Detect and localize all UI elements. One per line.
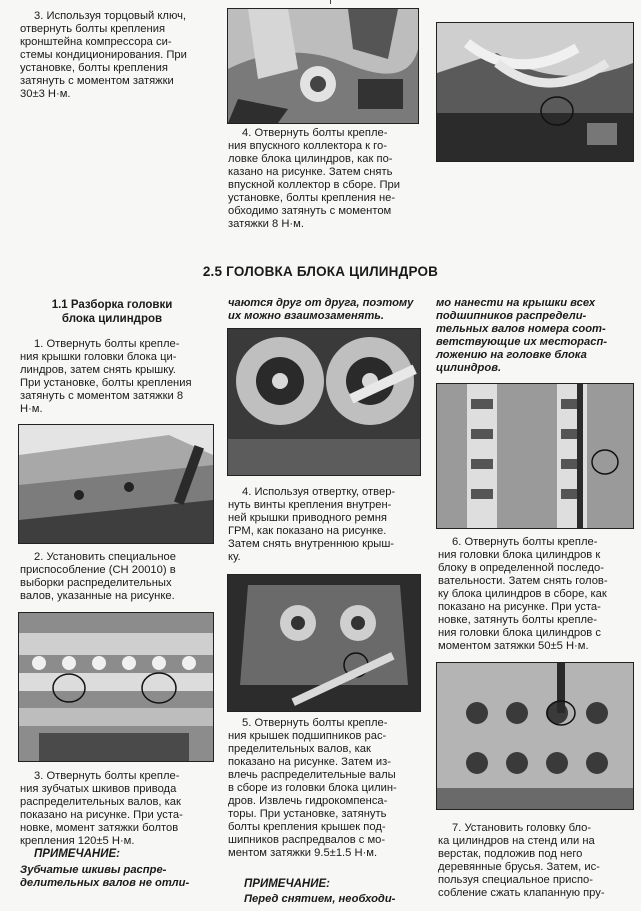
column-2-continuation: чаются друг от друга, поэтому их можно взаимозаменять. [228, 297, 414, 322]
step-7-text: 7. Установить головку бло- ка цилиндров на стенд или на верстак, подложив под него деревянные брусья. Затем, ис- пользуя специальное приспо- собление сжать клапанную пру- [438, 822, 605, 899]
step-3-text: 3. Отвернуть болты крепле- ния зубчатых шкивов привода распределительных валов, как показано на рисунке. При уста- новке, момент затяжки болтов крепления 120±5 Н·м. [20, 770, 183, 847]
subsection-title: 1.1 Разборка головки блока цилиндров [51, 299, 173, 325]
step-4-text: 4. Используя отвертку, отвер- нуть винты крепления внутрен- ней крышки приводного ремня ГРМ, как показано на рисунке. Затем снять внутреннюю крыш- ку. [228, 486, 396, 563]
step-2-text: 2. Установить специальное приспособление (CH 20010) в выборки распределительных валов, указанные на рисунке. [20, 551, 176, 602]
note-label-2: ПРИМЕЧАНИЕ: [244, 878, 330, 890]
note-1-text: Зубчатые шкивы распре- делительных валов не отли- [20, 864, 190, 889]
section-title: 2.5 ГОЛОВКА БЛОКА ЦИЛИНДРОВ [202, 264, 439, 279]
note-label-1: ПРИМЕЧАНИЕ: [34, 848, 120, 860]
photo-cylinder-head-cover [18, 424, 214, 544]
note-2-text: Перед снятием, необходи- [244, 893, 396, 905]
column-3-continuation: мо нанести на крышки всех подшипников распредели- тельных валов номера соот- ветствующие их месторасп- ложению на головке блока цилиндров. [436, 297, 608, 374]
top-rule [330, 0, 331, 4]
step-1-text: 1. Отвернуть болты крепле- ния крышки головки блока ци- линдров, затем снять крышку. При установке, болты крепления затянуть с моментом затяжки 8 Н·м. [20, 338, 192, 415]
photo-cylinder-head-removal [436, 662, 634, 810]
photo-timing-pulleys [227, 328, 421, 476]
photo-camshaft-caps [436, 383, 634, 529]
photo-inner-timing-cover [227, 574, 421, 712]
photo-intake-manifold [227, 8, 419, 124]
photo-compressor-bracket [436, 22, 634, 162]
step-3-top-text: 3. Используя торцовый ключ, отвернуть болты крепления кронштейна компрессора си- стемы кондиционирования. При установке, болты крепления затянуть с моментом затяжки 30±3 Н·м. [20, 10, 187, 100]
step-4-top-text: 4. Отвернуть болты крепле- ния впускного коллектора к го- ловке блока цилиндров, как по- казано на рисунке. Затем снять впускной коллектор в сборе. При установке, болты крепления не- обходимо затянуть с моментом затяжки 8 Н·м. [228, 127, 401, 230]
step-5-text: 5. Отвернуть болты крепле- ния крышек подшипников рас- пределительных валов, как показано на рисунке. Затем из- влечь распределительные валы в сборе из головки блока цилин- дров. Извлечь гидрокомпенса- торы. При установке, затянуть болты крепления крышек под- шипников распредвалов с мо- ментом затяжки 9.5±1.5 Н·м. [228, 717, 397, 859]
photo-camshaft-tool [18, 612, 214, 762]
step-6-text: 6. Отвернуть болты крепле- ния головки блока цилиндров к блоку в определенной последо- вательности. Затем снять голов- ку блока цилиндров в сборе, как показано на рисунке. При уста- новке, затянуть болты крепле- ния головки блока цилиндров с моментом затяжки 50±5 Н·м. [438, 536, 608, 652]
